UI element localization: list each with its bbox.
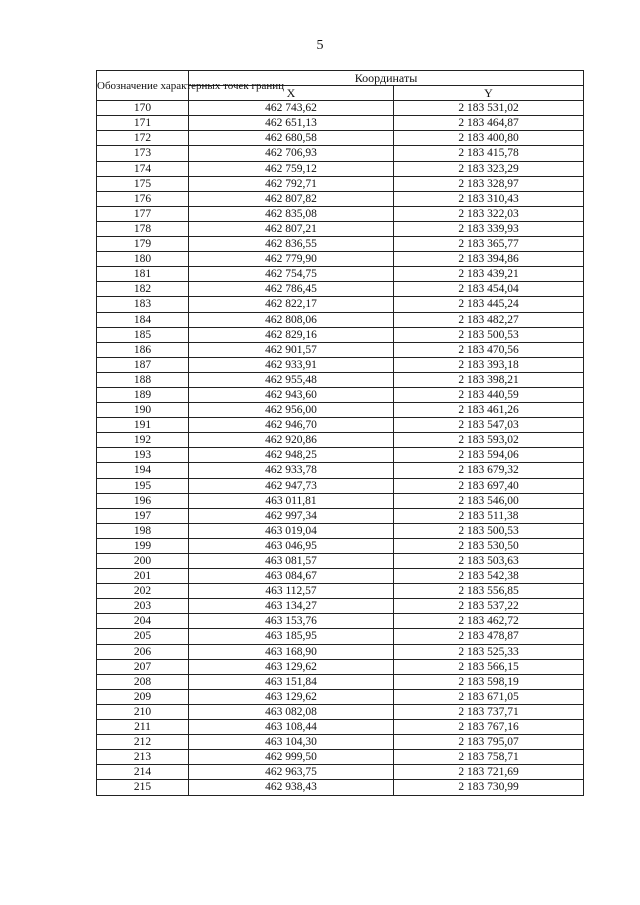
table-row: [97, 131, 584, 146]
y-coordinate-cell: 2 183 671,05: [394, 689, 584, 704]
table-row: [97, 372, 584, 387]
table-row: [97, 659, 584, 674]
x-coordinate-cell: 462 955,48: [189, 372, 394, 387]
x-coordinate-cell: 463 168,90: [189, 644, 394, 659]
point-id-cell: 172: [97, 131, 189, 146]
x-coordinate-cell: 462 651,13: [189, 116, 394, 131]
y-coordinate-cell: 2 183 461,26: [394, 403, 584, 418]
x-coordinate-cell: 463 108,44: [189, 720, 394, 735]
table-row: [97, 523, 584, 538]
table-row: [97, 191, 584, 206]
y-coordinate-cell: 2 183 394,86: [394, 252, 584, 267]
table-row: [97, 403, 584, 418]
page-number: 5: [316, 38, 324, 53]
x-coordinate-cell: 463 129,62: [189, 689, 394, 704]
point-id-cell: 210: [97, 704, 189, 719]
table-row: [97, 478, 584, 493]
point-id-cell: 205: [97, 629, 189, 644]
point-id-cell: 184: [97, 312, 189, 327]
table-row: [97, 252, 584, 267]
table-row: [97, 644, 584, 659]
y-coordinate-cell: 2 183 482,27: [394, 312, 584, 327]
point-id-cell: 187: [97, 357, 189, 372]
point-id-cell: 171: [97, 116, 189, 131]
x-coordinate-cell: 462 947,73: [189, 478, 394, 493]
point-id-cell: 200: [97, 554, 189, 569]
x-coordinate-cell: 462 999,50: [189, 750, 394, 765]
y-coordinate-cell: 2 183 737,71: [394, 704, 584, 719]
point-id-cell: 183: [97, 297, 189, 312]
x-coordinate-cell: 462 743,62: [189, 101, 394, 116]
point-id-cell: 212: [97, 735, 189, 750]
x-header: X: [189, 86, 394, 101]
y-coordinate-cell: 2 183 415,78: [394, 146, 584, 161]
point-id-cell: 189: [97, 387, 189, 402]
y-coordinate-cell: 2 183 478,87: [394, 629, 584, 644]
y-coordinate-cell: 2 183 546,00: [394, 493, 584, 508]
point-id-cell: 201: [97, 569, 189, 584]
point-id-cell: 194: [97, 463, 189, 478]
x-coordinate-cell: 462 920,86: [189, 433, 394, 448]
x-coordinate-cell: 462 933,78: [189, 463, 394, 478]
y-coordinate-cell: 2 183 525,33: [394, 644, 584, 659]
y-coordinate-cell: 2 183 445,24: [394, 297, 584, 312]
table-row: [97, 689, 584, 704]
y-coordinate-cell: 2 183 365,77: [394, 237, 584, 252]
table-row: [97, 176, 584, 191]
point-id-cell: 190: [97, 403, 189, 418]
table-row: [97, 387, 584, 402]
x-coordinate-cell: 462 807,21: [189, 221, 394, 236]
table-row: [97, 267, 584, 282]
x-coordinate-cell: 462 963,75: [189, 765, 394, 780]
table-row: [97, 297, 584, 312]
point-id-cell: 186: [97, 342, 189, 357]
y-coordinate-cell: 2 183 594,06: [394, 448, 584, 463]
y-coordinate-cell: 2 183 393,18: [394, 357, 584, 372]
table-row: [97, 342, 584, 357]
y-coordinate-cell: 2 183 500,53: [394, 523, 584, 538]
x-coordinate-cell: 463 104,30: [189, 735, 394, 750]
y-coordinate-cell: 2 183 531,02: [394, 101, 584, 116]
table-row: [97, 237, 584, 252]
point-id-cell: 180: [97, 252, 189, 267]
x-coordinate-cell: 462 754,75: [189, 267, 394, 282]
y-coordinate-cell: 2 183 439,21: [394, 267, 584, 282]
y-coordinate-cell: 2 183 400,80: [394, 131, 584, 146]
table-body: [97, 101, 584, 795]
x-coordinate-cell: 462 807,82: [189, 191, 394, 206]
x-coordinate-cell: 462 836,55: [189, 237, 394, 252]
table-row: [97, 146, 584, 161]
x-coordinate-cell: 462 759,12: [189, 161, 394, 176]
point-id-cell: 198: [97, 523, 189, 538]
table-row: [97, 599, 584, 614]
table-row: [97, 780, 584, 795]
y-coordinate-cell: 2 183 398,21: [394, 372, 584, 387]
x-coordinate-cell: 462 948,25: [189, 448, 394, 463]
point-id-cell: 191: [97, 418, 189, 433]
point-label-header: Обозначение характерных точек границ: [97, 71, 189, 101]
x-coordinate-cell: 462 786,45: [189, 282, 394, 297]
table-row: [97, 569, 584, 584]
y-coordinate-cell: 2 183 697,40: [394, 478, 584, 493]
x-coordinate-cell: 463 081,57: [189, 554, 394, 569]
y-coordinate-cell: 2 183 464,87: [394, 116, 584, 131]
y-coordinate-cell: 2 183 328,97: [394, 176, 584, 191]
table-row: [97, 704, 584, 719]
point-id-cell: 175: [97, 176, 189, 191]
x-coordinate-cell: 462 956,00: [189, 403, 394, 418]
x-coordinate-cell: 462 792,71: [189, 176, 394, 191]
y-coordinate-cell: 2 183 323,29: [394, 161, 584, 176]
table-row: [97, 282, 584, 297]
y-coordinate-cell: 2 183 462,72: [394, 614, 584, 629]
x-coordinate-cell: 463 082,08: [189, 704, 394, 719]
y-coordinate-cell: 2 183 547,03: [394, 418, 584, 433]
table-row: [97, 206, 584, 221]
table-row: [97, 720, 584, 735]
point-id-cell: 192: [97, 433, 189, 448]
point-id-cell: 181: [97, 267, 189, 282]
point-id-cell: 196: [97, 493, 189, 508]
table-row: [97, 674, 584, 689]
point-id-cell: 178: [97, 221, 189, 236]
y-coordinate-cell: 2 183 598,19: [394, 674, 584, 689]
y-coordinate-cell: 2 183 767,16: [394, 720, 584, 735]
y-coordinate-cell: 2 183 339,93: [394, 221, 584, 236]
table-row: [97, 584, 584, 599]
y-coordinate-cell: 2 183 440,59: [394, 387, 584, 402]
x-coordinate-cell: 463 185,95: [189, 629, 394, 644]
x-coordinate-cell: 462 835,08: [189, 206, 394, 221]
table-row: [97, 629, 584, 644]
coordinates-header: Координаты: [189, 71, 584, 86]
y-coordinate-cell: 2 183 679,32: [394, 463, 584, 478]
table-row: [97, 735, 584, 750]
point-id-cell: 195: [97, 478, 189, 493]
table-row: [97, 327, 584, 342]
x-coordinate-cell: 463 112,57: [189, 584, 394, 599]
y-coordinate-cell: 2 183 530,50: [394, 538, 584, 553]
point-id-cell: 185: [97, 327, 189, 342]
point-id-cell: 193: [97, 448, 189, 463]
y-coordinate-cell: 2 183 721,69: [394, 765, 584, 780]
y-header: Y: [394, 86, 584, 101]
y-coordinate-cell: 2 183 795,07: [394, 735, 584, 750]
x-coordinate-cell: 462 779,90: [189, 252, 394, 267]
point-id-cell: 209: [97, 689, 189, 704]
point-id-cell: 182: [97, 282, 189, 297]
x-coordinate-cell: 463 019,04: [189, 523, 394, 538]
x-coordinate-cell: 462 933,91: [189, 357, 394, 372]
table-row: [97, 508, 584, 523]
y-coordinate-cell: 2 183 758,71: [394, 750, 584, 765]
y-coordinate-cell: 2 183 454,04: [394, 282, 584, 297]
table-row: [97, 116, 584, 131]
x-coordinate-cell: 463 151,84: [189, 674, 394, 689]
y-coordinate-cell: 2 183 310,43: [394, 191, 584, 206]
table-row: [97, 312, 584, 327]
x-coordinate-cell: 463 153,76: [189, 614, 394, 629]
point-id-cell: 170: [97, 101, 189, 116]
y-coordinate-cell: 2 183 322,03: [394, 206, 584, 221]
table-row: [97, 221, 584, 236]
y-coordinate-cell: 2 183 537,22: [394, 599, 584, 614]
y-coordinate-cell: 2 183 566,15: [394, 659, 584, 674]
point-id-cell: 215: [97, 780, 189, 795]
x-coordinate-cell: 463 129,62: [189, 659, 394, 674]
table-row: [97, 463, 584, 478]
table-row: [97, 614, 584, 629]
point-id-cell: 213: [97, 750, 189, 765]
point-id-cell: 173: [97, 146, 189, 161]
table-row: [97, 765, 584, 780]
point-id-cell: 197: [97, 508, 189, 523]
point-id-cell: 179: [97, 237, 189, 252]
point-id-cell: 199: [97, 538, 189, 553]
point-id-cell: 206: [97, 644, 189, 659]
y-coordinate-cell: 2 183 730,99: [394, 780, 584, 795]
x-coordinate-cell: 462 901,57: [189, 342, 394, 357]
table-row: [97, 538, 584, 553]
point-id-cell: 208: [97, 674, 189, 689]
y-coordinate-cell: 2 183 542,38: [394, 569, 584, 584]
point-id-cell: 214: [97, 765, 189, 780]
x-coordinate-cell: 463 046,95: [189, 538, 394, 553]
point-id-cell: 204: [97, 614, 189, 629]
table-row: [97, 433, 584, 448]
y-coordinate-cell: 2 183 593,02: [394, 433, 584, 448]
x-coordinate-cell: 462 946,70: [189, 418, 394, 433]
x-coordinate-cell: 462 822,17: [189, 297, 394, 312]
x-coordinate-cell: 462 997,34: [189, 508, 394, 523]
x-coordinate-cell: 462 680,58: [189, 131, 394, 146]
table-row: [97, 418, 584, 433]
table-row: [97, 493, 584, 508]
table-row: [97, 448, 584, 463]
x-coordinate-cell: 463 134,27: [189, 599, 394, 614]
point-id-cell: 203: [97, 599, 189, 614]
point-id-cell: 207: [97, 659, 189, 674]
y-coordinate-cell: 2 183 500,53: [394, 327, 584, 342]
point-id-cell: 174: [97, 161, 189, 176]
x-coordinate-cell: 462 943,60: [189, 387, 394, 402]
x-coordinate-cell: 462 829,16: [189, 327, 394, 342]
point-id-cell: 177: [97, 206, 189, 221]
point-id-cell: 211: [97, 720, 189, 735]
point-id-cell: 188: [97, 372, 189, 387]
x-coordinate-cell: 463 011,81: [189, 493, 394, 508]
coordinates-table: [96, 70, 584, 796]
table-row: [97, 357, 584, 372]
y-coordinate-cell: 2 183 511,38: [394, 508, 584, 523]
x-coordinate-cell: 463 084,67: [189, 569, 394, 584]
point-id-cell: 202: [97, 584, 189, 599]
y-coordinate-cell: 2 183 556,85: [394, 584, 584, 599]
table-row: [97, 554, 584, 569]
table-row: [97, 750, 584, 765]
point-id-cell: 176: [97, 191, 189, 206]
x-coordinate-cell: 462 706,93: [189, 146, 394, 161]
x-coordinate-cell: 462 808,06: [189, 312, 394, 327]
x-coordinate-cell: 462 938,43: [189, 780, 394, 795]
table-row: [97, 101, 584, 116]
table-row: [97, 161, 584, 176]
y-coordinate-cell: 2 183 503,63: [394, 554, 584, 569]
y-coordinate-cell: 2 183 470,56: [394, 342, 584, 357]
